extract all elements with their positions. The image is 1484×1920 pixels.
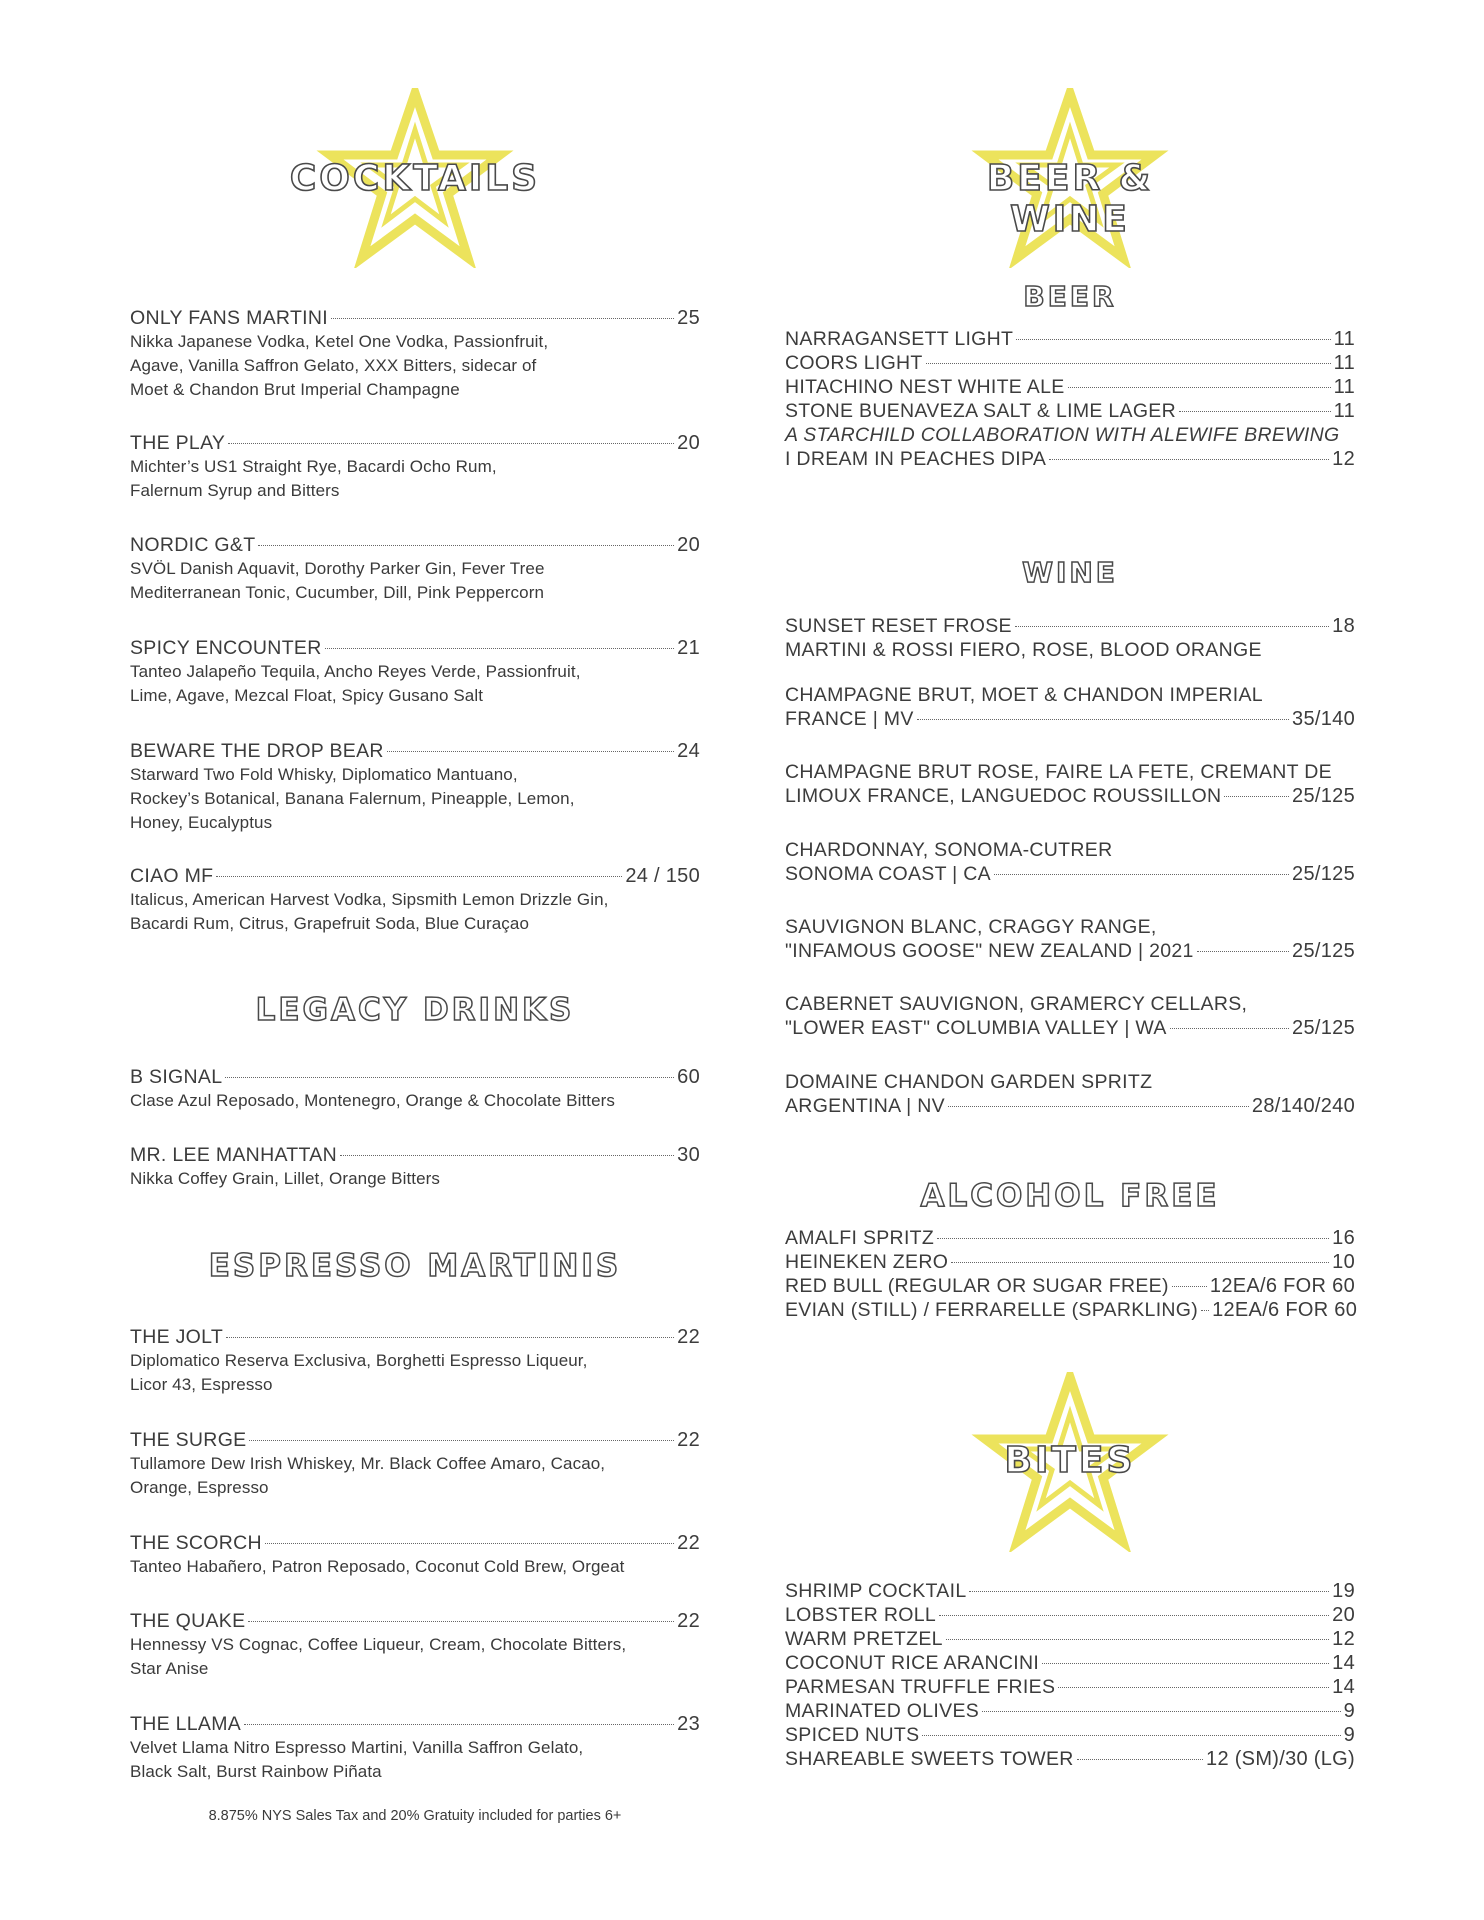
menu-item <box>785 1747 1355 1771</box>
item-name: THE SCORCH <box>130 1532 262 1554</box>
item-origin: "INFAMOUS GOOSE" NEW ZEALAND | 2021 <box>785 940 1194 962</box>
item-name: EVIAN (STILL) / FERRARELLE (SPARKLING) <box>785 1299 1199 1321</box>
item-description: Starward Two Fold Whisky, Diplomatico Mantuano, <box>130 765 518 784</box>
item-description: Clase Azul Reposado, Montenegro, Orange & Chocolate Bitters <box>130 1091 616 1110</box>
item-description: Diplomatico Reserva Exclusiva, Borghetti Espresso Liqueur, <box>130 1351 588 1370</box>
item-description: Lime, Agave, Mezcal Float, Spicy Gusano Salt <box>130 686 484 705</box>
cocktails-header <box>265 88 565 278</box>
beer-wine-title: BEER & WINE <box>986 158 1154 240</box>
item-name: SHAREABLE SWEETS TOWER <box>785 1748 1074 1770</box>
menu-item <box>785 1723 1355 1747</box>
item-price: 12 <box>1332 448 1355 470</box>
menu-item <box>785 1603 1355 1627</box>
item-name: NORDIC G&T <box>130 534 256 556</box>
item-price: 19 <box>1332 1580 1355 1602</box>
item-description: Velvet Llama Nitro Espresso Martini, Vanilla Saffron Gelato, <box>130 1738 584 1757</box>
item-description: Tullamore Dew Irish Whiskey, Mr. Black Coffee Amaro, Cacao, <box>130 1454 606 1473</box>
menu-item <box>785 1579 1355 1603</box>
item-price: 25/125 <box>1292 1017 1355 1039</box>
item-description: Star Anise <box>130 1659 209 1678</box>
menu-item <box>130 739 700 835</box>
menu-item <box>785 992 1355 1040</box>
item-price: 20 <box>677 432 700 454</box>
item-origin: FRANCE | MV <box>785 708 914 730</box>
item-name: SAUVIGNON BLANC, CRAGGY RANGE, <box>785 916 1157 938</box>
legacy-drinks-title: LEGACY DRINKS <box>255 992 575 1028</box>
item-price: 9 <box>1343 1724 1355 1746</box>
item-price: 16 <box>1332 1227 1355 1249</box>
item-description: Rockey’s Botanical, Banana Falernum, Pineapple, Lemon, <box>130 789 575 808</box>
menu-item <box>785 1250 1355 1274</box>
item-price: 14 <box>1332 1676 1355 1698</box>
item-price: 20 <box>1332 1604 1355 1626</box>
wine-title: WINE <box>1022 556 1118 589</box>
menu-item <box>785 683 1355 731</box>
item-name: COORS LIGHT <box>785 352 923 374</box>
item-name: SHRIMP COCKTAIL <box>785 1580 967 1602</box>
item-name: WARM PRETZEL <box>785 1628 943 1650</box>
menu-item <box>130 636 700 708</box>
beer-list <box>785 327 1355 471</box>
menu-item <box>130 306 700 402</box>
item-name: THE PLAY <box>130 432 226 454</box>
item-name: CHAMPAGNE BRUT, MOET & CHANDON IMPERIAL <box>785 684 1263 706</box>
beer-wine-header <box>920 88 1220 278</box>
item-price: 11 <box>1333 376 1355 398</box>
item-description: SVÖL Danish Aquavit, Dorothy Parker Gin, Fever Tree <box>130 559 545 578</box>
item-description: Italicus, American Harvest Vodka, Sipsmith Lemon Drizzle Gin, <box>130 890 609 909</box>
item-description: Falernum Syrup and Bitters <box>130 481 340 500</box>
item-name: NARRAGANSETT LIGHT <box>785 328 1014 350</box>
item-price: 28/140/240 <box>1251 1095 1355 1117</box>
item-description: Tanteo Habañero, Patron Reposado, Coconut Cold Brew, Orgeat <box>130 1557 625 1576</box>
menu-item <box>130 1143 700 1191</box>
item-description: Licor 43, Espresso <box>130 1375 273 1394</box>
item-origin: ARGENTINA | NV <box>785 1095 945 1117</box>
item-name: PARMESAN TRUFFLE FRIES <box>785 1676 1056 1698</box>
menu-item <box>130 1609 700 1681</box>
item-price: 20 <box>677 534 700 556</box>
item-name: RED BULL (REGULAR OR SUGAR FREE) <box>785 1275 1169 1297</box>
item-description: Bacardi Rum, Citrus, Grapefruit Soda, Blue Curaçao <box>130 914 530 933</box>
item-price: 22 <box>677 1532 700 1554</box>
menu-item <box>785 399 1355 423</box>
item-name: THE SURGE <box>130 1429 247 1451</box>
item-price: 18 <box>1332 615 1355 637</box>
item-origin: SONOMA COAST | CA <box>785 863 991 885</box>
item-price: 11 <box>1333 328 1355 350</box>
item-price: 24 <box>677 740 700 762</box>
menu-item <box>785 351 1355 375</box>
item-name: THE QUAKE <box>130 1610 246 1632</box>
item-description: Mediterranean Tonic, Cucumber, Dill, Pink Peppercorn <box>130 583 545 602</box>
beer-title: BEER <box>1023 280 1117 313</box>
item-price: 22 <box>677 1429 700 1451</box>
item-price: 25 <box>677 307 700 329</box>
menu-item <box>785 1298 1358 1322</box>
item-price: 12EA/6 FOR 60 <box>1212 1299 1358 1321</box>
alcohol-free-title: ALCOHOL FREE <box>920 1178 1220 1214</box>
item-name: CABERNET SAUVIGNON, GRAMERCY CELLARS, <box>785 993 1248 1015</box>
bites-header <box>920 1372 1220 1562</box>
menu-item <box>130 431 700 503</box>
item-price: 25/125 <box>1292 940 1355 962</box>
item-name: MR. LEE MANHATTAN <box>130 1144 337 1166</box>
menu-item <box>130 1065 700 1113</box>
item-price: 14 <box>1332 1652 1355 1674</box>
menu-item <box>130 1531 700 1579</box>
item-price: 12 (SM)/30 (LG) <box>1206 1748 1355 1770</box>
menu-item <box>785 1226 1355 1250</box>
espresso-martinis-title: ESPRESSO MARTINIS <box>208 1248 622 1284</box>
bites-title: BITES <box>1004 1440 1136 1481</box>
item-name: ONLY FANS MARTINI <box>130 307 328 329</box>
item-description: Moet & Chandon Brut Imperial Champagne <box>130 380 460 399</box>
item-name: I DREAM IN PEACHES DIPA <box>785 448 1047 470</box>
item-price: 12 <box>1332 1628 1355 1650</box>
alcohol-free-list <box>785 1226 1358 1322</box>
menu-item <box>785 327 1355 351</box>
item-name: B SIGNAL <box>130 1066 223 1088</box>
item-name: SPICY ENCOUNTER <box>130 637 322 659</box>
item-price: 12EA/6 FOR 60 <box>1209 1275 1355 1297</box>
item-price: 25/125 <box>1292 863 1355 885</box>
item-price: 24 / 150 <box>625 865 700 887</box>
item-name: SUNSET RESET FROSE <box>785 615 1012 637</box>
item-description: MARTINI & ROSSI FIERO, ROSE, BLOOD ORANGE <box>785 639 1262 661</box>
item-price: 11 <box>1333 400 1355 422</box>
item-description: Honey, Eucalyptus <box>130 813 273 832</box>
item-description: Michter’s US1 Straight Rye, Bacardi Ocho Rum, <box>130 457 497 476</box>
menu-item <box>785 760 1355 808</box>
collaboration-note: A STARCHILD COLLABORATION WITH ALEWIFE BREWING <box>785 424 1340 446</box>
item-name: DOMAINE CHANDON GARDEN SPRITZ <box>785 1071 1153 1093</box>
item-price: 22 <box>677 1326 700 1348</box>
menu-item <box>130 1428 700 1500</box>
item-name: HEINEKEN ZERO <box>785 1251 949 1273</box>
item-description: Orange, Espresso <box>130 1478 269 1497</box>
item-name: CIAO MF <box>130 865 214 887</box>
item-description: Hennessy VS Cognac, Coffee Liqueur, Cream, Chocolate Bitters, <box>130 1635 627 1654</box>
menu-item <box>130 1712 700 1784</box>
item-description: Black Salt, Burst Rainbow Piñata <box>130 1762 382 1781</box>
item-origin: "LOWER EAST" COLUMBIA VALLEY | WA <box>785 1017 1167 1039</box>
menu-item <box>785 1699 1355 1723</box>
menu-item <box>785 614 1355 662</box>
menu-item <box>785 1651 1355 1675</box>
item-name: AMALFI SPRITZ <box>785 1227 935 1249</box>
item-price: 35/140 <box>1292 708 1355 730</box>
menu-item <box>130 864 700 936</box>
menu-item <box>130 533 700 605</box>
bites-list <box>785 1579 1355 1771</box>
item-name: CHARDONNAY, SONOMA-CUTRER <box>785 839 1113 861</box>
item-name: COCONUT RICE ARANCINI <box>785 1652 1040 1674</box>
item-name: MARINATED OLIVES <box>785 1700 980 1722</box>
menu-item <box>785 1274 1355 1298</box>
item-name: STONE BUENAVEZA SALT & LIME LAGER <box>785 400 1176 422</box>
tax-gratuity-note: 8.875% NYS Sales Tax and 20% Gratuity included for parties 6+ <box>208 1808 622 1824</box>
item-price: 25/125 <box>1292 785 1355 807</box>
menu-item <box>785 1627 1355 1651</box>
item-name: THE LLAMA <box>130 1713 242 1735</box>
menu-item <box>130 1325 700 1397</box>
cocktails-title: COCKTAILS <box>289 158 541 199</box>
item-price: 11 <box>1333 352 1355 374</box>
item-name: SPICED NUTS <box>785 1724 920 1746</box>
menu-item <box>785 447 1355 471</box>
item-description: Tanteo Jalapeño Tequila, Ancho Reyes Verde, Passionfruit, <box>130 662 581 681</box>
item-name: HITACHINO NEST WHITE ALE <box>785 376 1065 398</box>
item-price: 23 <box>677 1713 700 1735</box>
menu-item <box>785 375 1355 399</box>
item-price: 30 <box>677 1144 700 1166</box>
item-origin: LIMOUX FRANCE, LANGUEDOC ROUSSILLON <box>785 785 1222 807</box>
menu-item <box>785 838 1355 886</box>
item-price: 9 <box>1343 1700 1355 1722</box>
menu-item <box>785 1070 1355 1118</box>
item-price: 22 <box>677 1610 700 1632</box>
item-description: Nikka Japanese Vodka, Ketel One Vodka, Passionfruit, <box>130 332 549 351</box>
item-price: 21 <box>677 637 700 659</box>
item-price: 60 <box>677 1066 700 1088</box>
item-name: THE JOLT <box>130 1326 224 1348</box>
item-name: LOBSTER ROLL <box>785 1604 936 1626</box>
item-description: Nikka Coffey Grain, Lillet, Orange Bitters <box>130 1169 441 1188</box>
item-name: BEWARE THE DROP BEAR <box>130 740 384 762</box>
item-description: Agave, Vanilla Saffron Gelato, XXX Bitters, sidecar of <box>130 356 537 375</box>
item-price: 10 <box>1332 1251 1355 1273</box>
menu-item <box>785 915 1355 963</box>
item-name: CHAMPAGNE BRUT ROSE, FAIRE LA FETE, CREMANT DE <box>785 761 1332 783</box>
menu-item <box>785 1675 1355 1699</box>
